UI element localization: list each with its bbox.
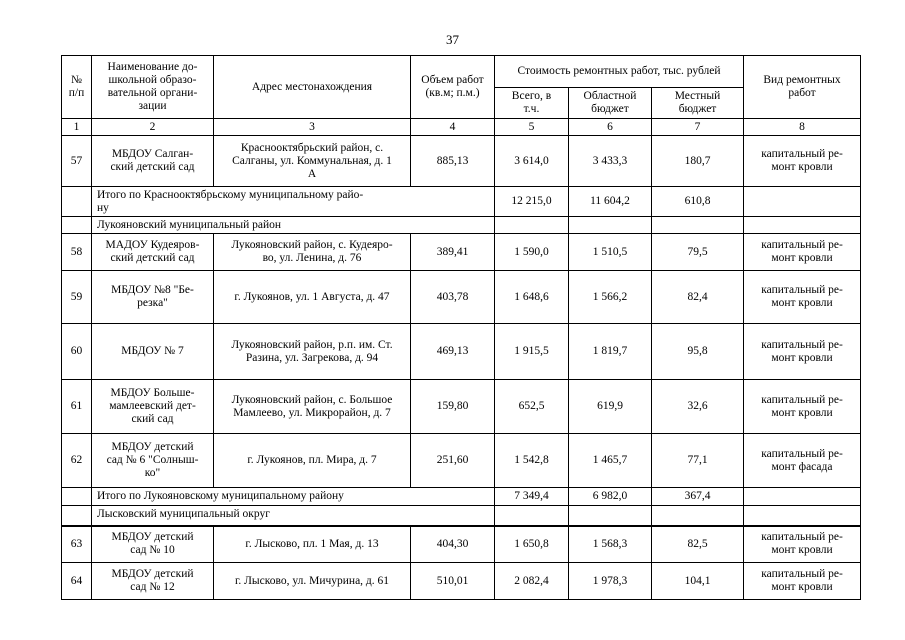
row-num: 60 <box>62 324 92 380</box>
cost-local: 79,5 <box>652 234 744 271</box>
org-name: МБДОУ Больше- мамлеевский дет- ский сад <box>92 380 214 434</box>
org-name: МБДОУ детский сад № 10 <box>92 526 214 563</box>
header-cost-group: Стоимость ремонтных работ, тыс. рублей <box>495 56 744 88</box>
cost-local: 180,7 <box>652 136 744 187</box>
row-num: 63 <box>62 526 92 563</box>
cost-local: 95,8 <box>652 324 744 380</box>
subtotal-row <box>62 187 861 217</box>
row-num: 61 <box>62 380 92 434</box>
page-number: 37 <box>446 32 459 47</box>
header-row <box>62 56 861 88</box>
cost-local: 367,4 <box>652 488 744 506</box>
row-num: 59 <box>62 271 92 324</box>
cost-regional: 1 566,2 <box>569 271 652 324</box>
col-number: 1 <box>62 119 92 136</box>
address: г. Лукоянов, пл. Мира, д. 7 <box>214 434 411 488</box>
cost-local: 82,5 <box>652 526 744 563</box>
volume: 404,30 <box>411 526 495 563</box>
cost-regional: 3 433,3 <box>569 136 652 187</box>
cost-total: 1 915,5 <box>495 324 569 380</box>
cost-regional: 11 604,2 <box>569 187 652 217</box>
table-row <box>62 324 861 380</box>
cost-total: 3 614,0 <box>495 136 569 187</box>
address: г. Лукоянов, ул. 1 Августа, д. 47 <box>214 271 411 324</box>
subtotal-label: Итого по Лукояновскому муниципальному району <box>92 488 495 506</box>
col-number: 2 <box>92 119 214 136</box>
cost-local: 104,1 <box>652 563 744 600</box>
row-num: 57 <box>62 136 92 187</box>
header-regional: Областной бюджет <box>569 88 652 119</box>
work-type: капитальный ре- монт кровли <box>744 380 861 434</box>
address: Лукояновский район, р.п. им. Ст. Разина, ул. Загрекова, д. 94 <box>214 324 411 380</box>
column-numbers-row <box>62 119 861 136</box>
table-row <box>62 234 861 271</box>
address: Лукояновский район, с. Большое Мамлеево, ул. Микрорайон, д. 7 <box>214 380 411 434</box>
table-row <box>62 563 861 600</box>
col-number: 6 <box>569 119 652 136</box>
col-number: 5 <box>495 119 569 136</box>
header-volume: Объем работ (кв.м; п.м.) <box>411 56 495 119</box>
col-number: 3 <box>214 119 411 136</box>
work-type: капитальный ре- монт кровли <box>744 324 861 380</box>
table-row <box>62 380 861 434</box>
address: г. Лысково, пл. 1 Мая, д. 13 <box>214 526 411 563</box>
cost-total: 652,5 <box>495 380 569 434</box>
cost-total: 7 349,4 <box>495 488 569 506</box>
col-number: 7 <box>652 119 744 136</box>
cost-total: 12 215,0 <box>495 187 569 217</box>
cost-total: 1 650,8 <box>495 526 569 563</box>
header-total: Всего, в т.ч. <box>495 88 569 119</box>
header-name: Наименование до- школьной образо- вательной органи- зации <box>92 56 214 119</box>
subtotal-label: Итого по Краснооктябрьскому муниципальному райо- ну <box>92 187 495 217</box>
cost-total: 1 590,0 <box>495 234 569 271</box>
volume: 159,80 <box>411 380 495 434</box>
volume: 510,01 <box>411 563 495 600</box>
volume: 403,78 <box>411 271 495 324</box>
cost-local: 610,8 <box>652 187 744 217</box>
work-type: капитальный ре- монт кровли <box>744 234 861 271</box>
header-work-type: Вид ремонтных работ <box>744 56 861 119</box>
cost-total: 2 082,4 <box>495 563 569 600</box>
col-number: 8 <box>744 119 861 136</box>
cost-regional: 1 819,7 <box>569 324 652 380</box>
address: г. Лысково, ул. Мичурина, д. 61 <box>214 563 411 600</box>
row-num: 58 <box>62 234 92 271</box>
district-label: Лукояновский муниципальный район <box>92 217 495 234</box>
org-name: МБДОУ № 7 <box>92 324 214 380</box>
work-type: капитальный ре- монт кровли <box>744 136 861 187</box>
table-row <box>62 526 861 563</box>
col-number: 4 <box>411 119 495 136</box>
org-name: МБДОУ детский сад № 12 <box>92 563 214 600</box>
address: Краснооктябрьский район, с. Салганы, ул. Коммунальная, д. 1 А <box>214 136 411 187</box>
cost-local: 82,4 <box>652 271 744 324</box>
cost-regional: 1 465,7 <box>569 434 652 488</box>
table-row <box>62 434 861 488</box>
header-address: Адрес местонахождения <box>214 56 411 119</box>
cost-local: 32,6 <box>652 380 744 434</box>
cost-local: 77,1 <box>652 434 744 488</box>
district-row <box>62 217 861 234</box>
volume: 469,13 <box>411 324 495 380</box>
cost-regional: 1 568,3 <box>569 526 652 563</box>
header-num: № п/п <box>62 56 92 119</box>
repair-works-table <box>61 55 861 600</box>
work-type: капитальный ре- монт кровли <box>744 526 861 563</box>
row-num: 64 <box>62 563 92 600</box>
cost-regional: 1 978,3 <box>569 563 652 600</box>
cost-total: 1 542,8 <box>495 434 569 488</box>
table-row <box>62 271 861 324</box>
cost-total: 1 648,6 <box>495 271 569 324</box>
cost-regional: 6 982,0 <box>569 488 652 506</box>
district-row <box>62 506 861 526</box>
work-type: капитальный ре- монт кровли <box>744 271 861 324</box>
cost-regional: 619,9 <box>569 380 652 434</box>
org-name: МАДОУ Кудеяров- ский детский сад <box>92 234 214 271</box>
volume: 251,60 <box>411 434 495 488</box>
header-local: Местный бюджет <box>652 88 744 119</box>
cost-regional: 1 510,5 <box>569 234 652 271</box>
volume: 885,13 <box>411 136 495 187</box>
org-name: МБДОУ №8 "Бе- резка" <box>92 271 214 324</box>
address: Лукояновский район, с. Кудеяро- во, ул. Ленина, д. 76 <box>214 234 411 271</box>
subtotal-row <box>62 488 861 506</box>
org-name: МБДОУ Салган- ский детский сад <box>92 136 214 187</box>
org-name: МБДОУ детский сад № 6 "Солныш- ко" <box>92 434 214 488</box>
table-row <box>62 136 861 187</box>
work-type: капитальный ре- монт кровли <box>744 563 861 600</box>
district-label: Лысковский муниципальный округ <box>92 506 495 526</box>
work-type: капитальный ре- монт фасада <box>744 434 861 488</box>
volume: 389,41 <box>411 234 495 271</box>
row-num: 62 <box>62 434 92 488</box>
